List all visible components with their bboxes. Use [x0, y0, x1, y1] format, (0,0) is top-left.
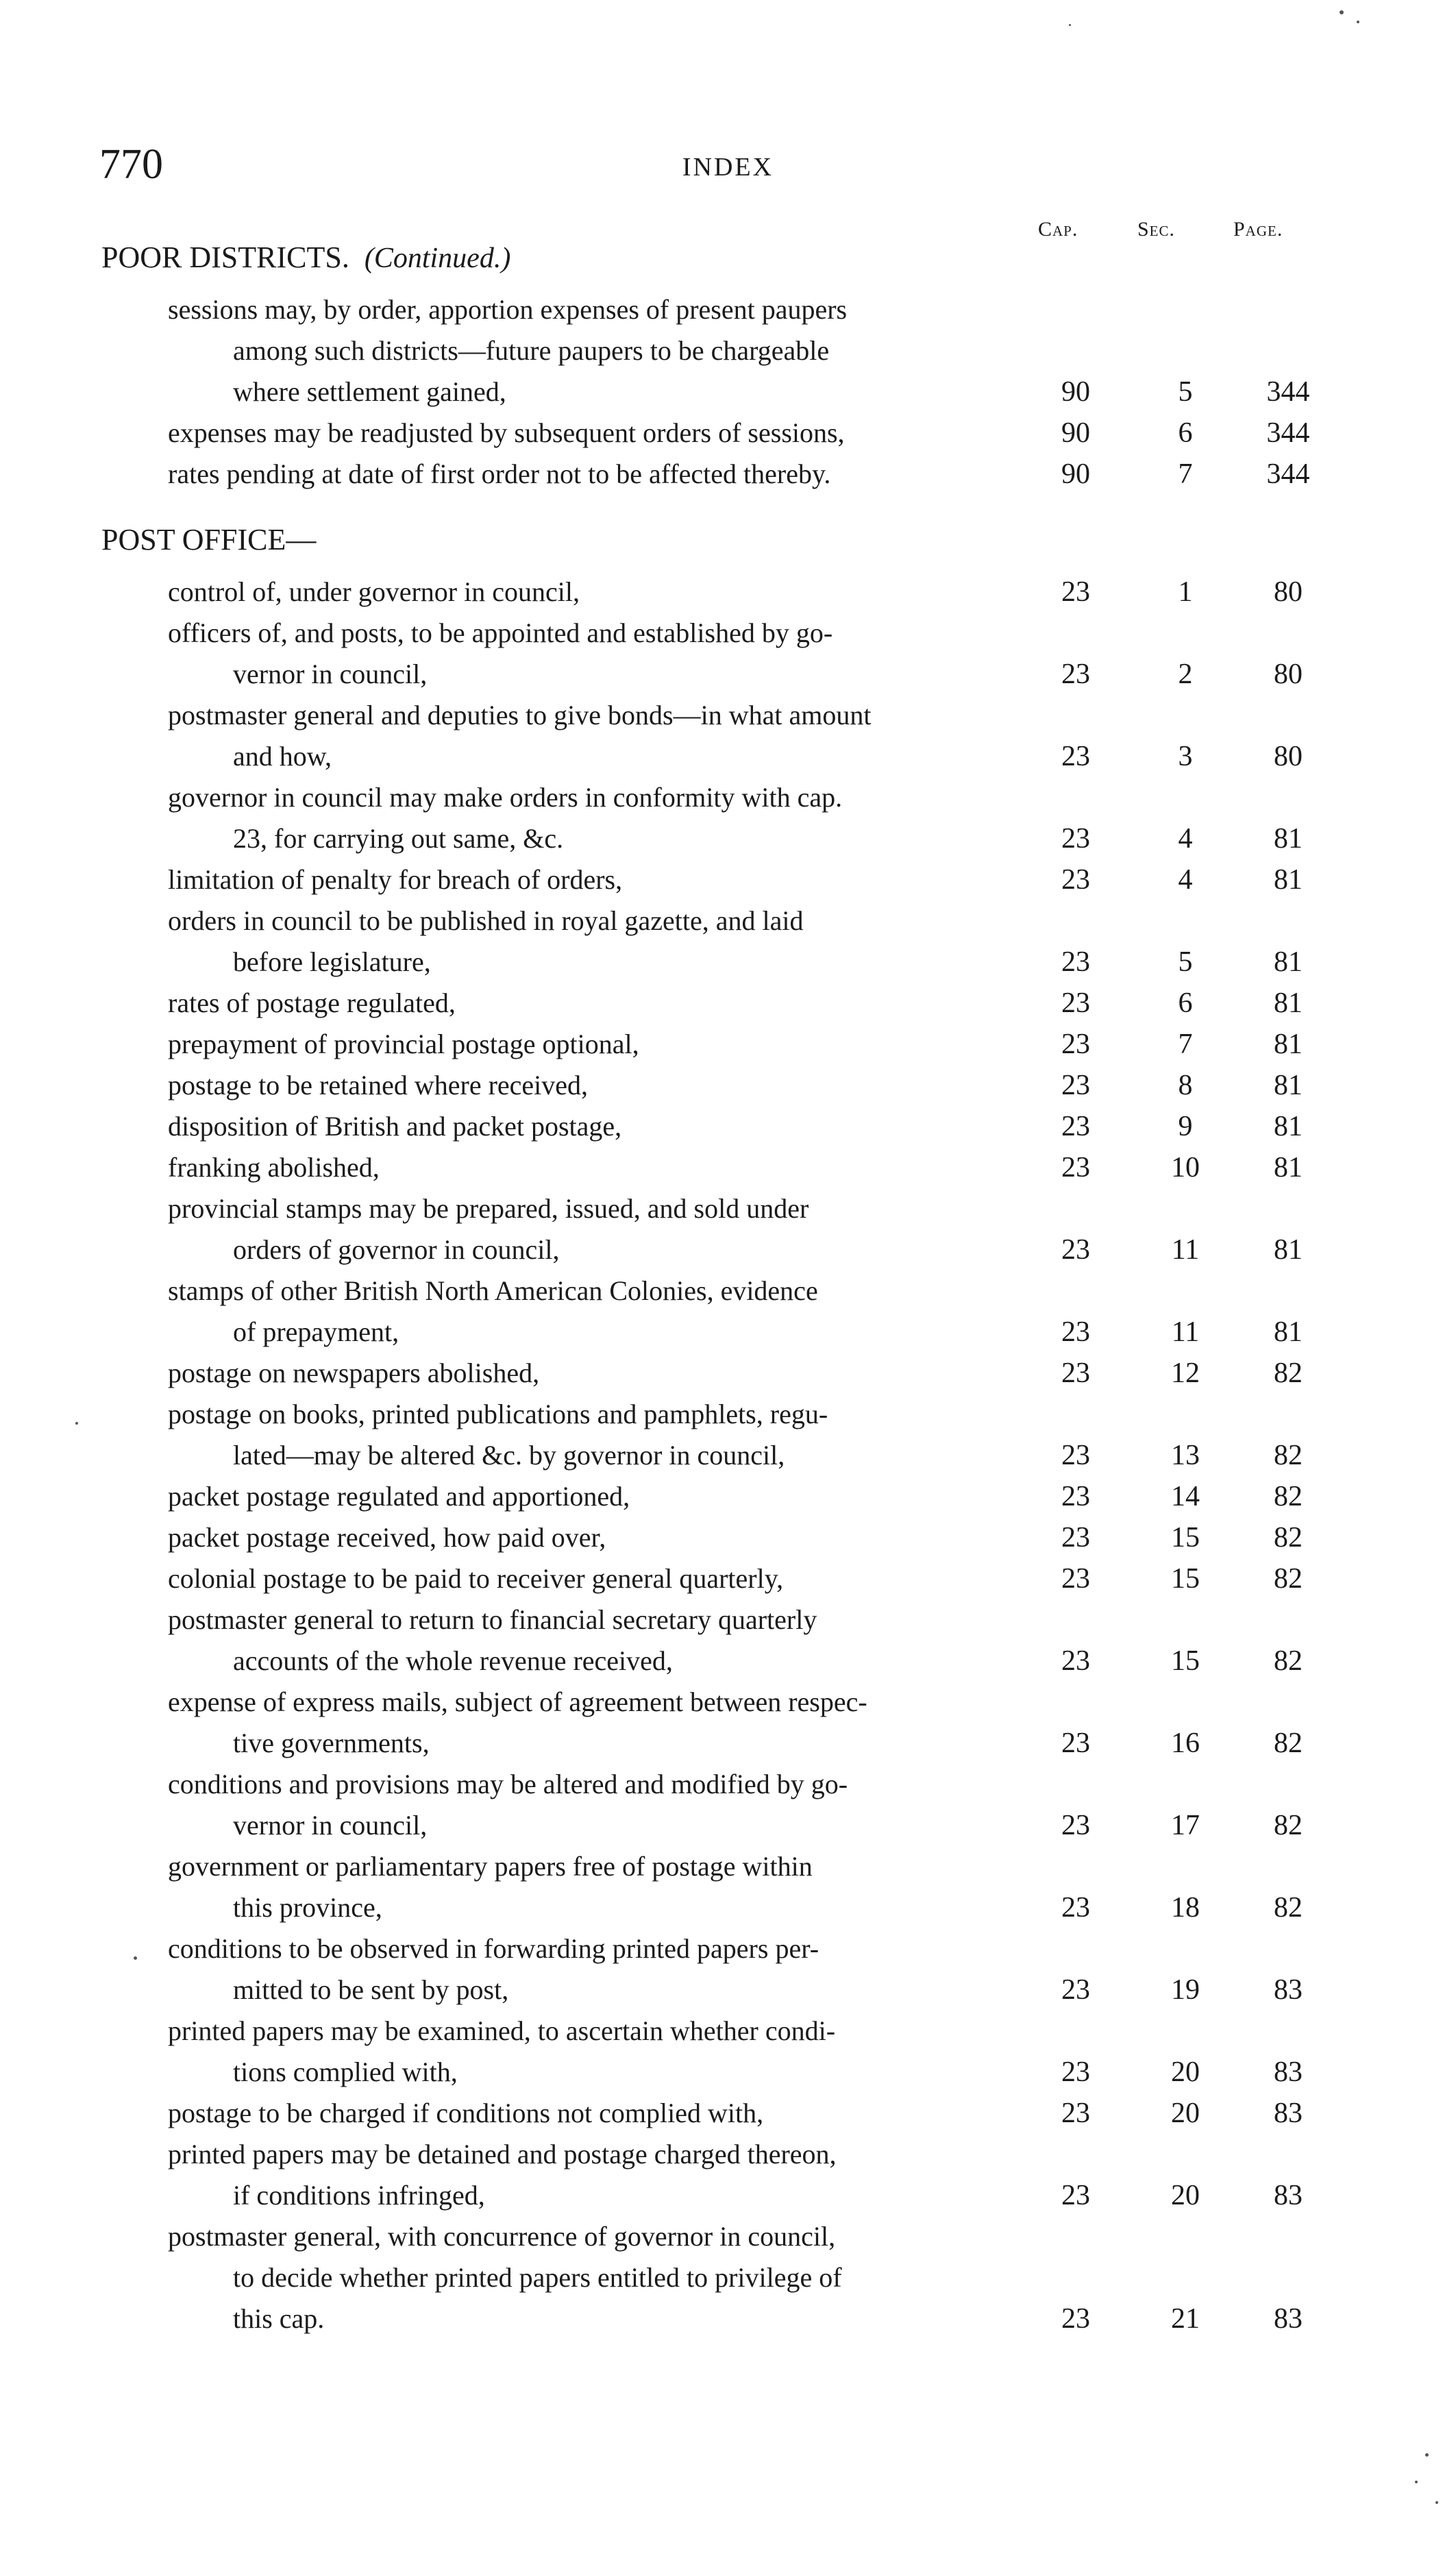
index-entry [0, 2216, 1456, 2339]
entry-line: sessions may, by order, apportion expenses of present paupers [168, 294, 848, 325]
entry-line: stamps of other British North American Colonies, evidence [168, 1275, 818, 1306]
index-entry [0, 1106, 1456, 1147]
entry-line: postmaster general, with concurrence of governor in council, [168, 2221, 836, 2252]
entry-line: packet postage regulated and apportioned, [168, 1481, 630, 1512]
page-value: 81 [1274, 1070, 1303, 1101]
cap-value: 23 [1061, 864, 1090, 896]
section-heading [101, 522, 316, 557]
entry-line: franking abolished, [168, 1152, 380, 1183]
entry-line: lated—may be altered &c. by governor in council, [233, 1440, 785, 1471]
entry-text [168, 1517, 1038, 1558]
scan-speck [1069, 24, 1071, 26]
page-value: 82 [1274, 1645, 1303, 1677]
entry-line: postage to be charged if conditions not complied with, [168, 2098, 764, 2128]
entry-text [168, 413, 1038, 454]
entry-text [168, 1147, 1038, 1188]
cap-value: 90 [1061, 458, 1090, 490]
index-entry [0, 613, 1456, 695]
index-entry [0, 2093, 1456, 2134]
entry-line: among such districts—future paupers to be chargeable [233, 335, 830, 366]
cap-value: 23 [1061, 741, 1090, 772]
cap-value: 23 [1061, 2303, 1090, 2335]
entry-line: mitted to be sent by post, [233, 1974, 509, 2005]
entry-line: government or parliamentary papers free of postage within [168, 1851, 813, 1882]
entry-line: officers of, and posts, to be appointed and established by go- [168, 617, 833, 648]
page-value: 81 [1274, 864, 1303, 896]
page-value: 81 [1274, 1111, 1303, 1142]
scan-speck [134, 1956, 137, 1960]
cap-value: 23 [1061, 1810, 1090, 1841]
entry-text [168, 1846, 1038, 1928]
entry-text [168, 454, 1038, 495]
sec-value: 20 [1171, 2098, 1200, 2129]
index-entry [0, 1353, 1456, 1394]
entry-line: postmaster general to return to financial secretary quarterly [168, 1604, 817, 1635]
page-value: 81 [1274, 987, 1303, 1019]
sec-value: 20 [1171, 2056, 1200, 2088]
index-entry [0, 1558, 1456, 1599]
cap-value: 23 [1061, 1522, 1090, 1553]
scan-speck [1435, 2501, 1438, 2504]
index-entry [0, 983, 1456, 1024]
cap-value: 23 [1061, 1974, 1090, 2006]
entry-line: colonial postage to be paid to receiver general quarterly, [168, 1563, 784, 1594]
page-value: 81 [1274, 1316, 1303, 1348]
entry-line: this province, [233, 1892, 382, 1923]
entry-text [168, 1476, 1038, 1517]
entry-text [168, 1065, 1038, 1106]
page-value: 83 [1274, 2303, 1303, 2335]
cap-value: 23 [1061, 2180, 1090, 2211]
sec-value: 16 [1171, 1728, 1200, 1759]
index-entry [0, 571, 1456, 613]
sec-value: 15 [1171, 1645, 1200, 1677]
entry-line: 23, for carrying out same, &c. [233, 823, 564, 854]
sec-value: 11 [1171, 1316, 1200, 1348]
entry-text [168, 2134, 1038, 2216]
entry-text [168, 1024, 1038, 1065]
page-value: 344 [1266, 417, 1310, 449]
cap-value: 23 [1061, 1070, 1090, 1101]
page-value: 82 [1274, 1892, 1303, 1923]
index-entry [0, 1024, 1456, 1065]
scan-speck [1357, 21, 1359, 23]
entry-line: vernor in council, [233, 659, 428, 689]
sec-value: 17 [1171, 1810, 1200, 1841]
entry-line: printed papers may be detained and postage charged thereon, [168, 2139, 837, 2169]
page-value: 82 [1274, 1728, 1303, 1759]
sec-value: 11 [1171, 1234, 1200, 1266]
index-entry [0, 1599, 1456, 1682]
entry-text [168, 613, 1038, 695]
scan-speck [1415, 2481, 1418, 2483]
index-entry [0, 1764, 1456, 1846]
entry-text [168, 1682, 1038, 1764]
page-number: 770 [99, 141, 163, 188]
page-value: 82 [1274, 1810, 1303, 1841]
entry-line: control of, under governor in council, [168, 576, 580, 607]
entry-text [168, 1353, 1038, 1394]
entry-line: where settlement gained, [233, 376, 506, 407]
entry-text [168, 1558, 1038, 1599]
entry-line: packet postage received, how paid over, [168, 1522, 606, 1553]
page-value: 81 [1274, 1152, 1303, 1183]
entry-line: conditions and provisions may be altered and modified by go- [168, 1769, 848, 1799]
sec-value: 21 [1171, 2303, 1200, 2335]
running-head: INDEX [682, 153, 774, 182]
section-heading [101, 240, 510, 275]
sec-value: 10 [1171, 1152, 1200, 1183]
cap-value: 23 [1061, 1440, 1090, 1471]
cap-value: 23 [1061, 823, 1090, 855]
scan-speck [1340, 10, 1344, 14]
index-entry [0, 1476, 1456, 1517]
scan-speck [1425, 2453, 1429, 2457]
entry-line: accounts of the whole revenue received, [233, 1645, 673, 1676]
entry-line: postage to be retained where received, [168, 1070, 589, 1101]
column-header-sec: Sec. [1137, 218, 1176, 241]
cap-value: 23 [1061, 1728, 1090, 1759]
entry-line: postmaster general and deputies to give bonds—in what amount [168, 700, 872, 730]
sec-value: 15 [1171, 1563, 1200, 1595]
sec-value: 5 [1178, 376, 1193, 408]
entry-text [168, 1270, 1038, 1353]
entry-line: to decide whether printed papers entitled to privilege of [233, 2262, 842, 2293]
index-entry [0, 289, 1456, 413]
entry-text [168, 1394, 1038, 1476]
entry-text [168, 695, 1038, 777]
cap-value: 90 [1061, 417, 1090, 449]
entry-line: conditions to be observed in forwarding printed papers per- [168, 1933, 819, 1964]
entry-line: prepayment of provincial postage optional, [168, 1029, 639, 1059]
entry-text [168, 2093, 1038, 2134]
index-entry [0, 454, 1456, 495]
sec-value: 7 [1178, 1029, 1193, 1060]
entry-text [168, 1928, 1038, 2011]
entry-line: of prepayment, [233, 1316, 399, 1347]
sec-value: 9 [1178, 1111, 1193, 1142]
cap-value: 23 [1061, 2056, 1090, 2088]
cap-value: 23 [1061, 576, 1090, 608]
section-title: POOR DISTRICTS. [101, 241, 349, 274]
page-value: 82 [1274, 1440, 1303, 1471]
entry-line: rates of postage regulated, [168, 987, 456, 1018]
entry-text [168, 289, 1038, 413]
page-value: 80 [1274, 659, 1303, 690]
index-entry [0, 1270, 1456, 1353]
index-entry [0, 859, 1456, 900]
entry-line: orders of governor in council, [233, 1234, 560, 1265]
section-title: POST OFFICE— [101, 523, 317, 556]
page-value: 81 [1274, 1234, 1303, 1266]
index-entry [0, 1846, 1456, 1928]
entry-line: expenses may be readjusted by subsequent orders of sessions, [168, 417, 845, 448]
section-note: (Continued.) [364, 243, 511, 274]
entry-line: rates pending at date of first order not to be affected thereby. [168, 458, 831, 489]
entry-text [168, 2011, 1038, 2093]
index-entry [0, 1928, 1456, 2011]
entry-line: this cap. [233, 2303, 325, 2334]
index-entry [0, 2134, 1456, 2216]
cap-value: 23 [1061, 1029, 1090, 1060]
cap-value: 23 [1061, 1481, 1090, 1512]
page-value: 81 [1274, 823, 1303, 855]
entry-line: governor in council may make orders in conformity with cap. [168, 782, 843, 813]
entry-line: and how, [233, 741, 332, 772]
entry-line: tions complied with, [233, 2056, 458, 2087]
page-value: 80 [1274, 576, 1303, 608]
entry-line: tive governments, [233, 1728, 430, 1758]
sec-value: 20 [1171, 2180, 1200, 2211]
sec-value: 1 [1178, 576, 1193, 608]
index-entry [0, 2011, 1456, 2093]
entry-text [168, 983, 1038, 1024]
sec-value: 12 [1171, 1357, 1200, 1389]
sec-value: 6 [1178, 987, 1193, 1019]
entry-text [168, 859, 1038, 900]
entry-text [168, 1764, 1038, 1846]
page-value: 81 [1274, 946, 1303, 978]
entry-text [168, 900, 1038, 983]
page-value: 82 [1274, 1357, 1303, 1389]
sec-value: 4 [1178, 864, 1193, 896]
entry-text [168, 1188, 1038, 1270]
cap-value: 23 [1061, 1316, 1090, 1348]
index-entry [0, 413, 1456, 454]
sec-value: 18 [1171, 1892, 1200, 1923]
entry-line: orders in council to be published in royal gazette, and laid [168, 905, 804, 936]
page-value: 83 [1274, 2098, 1303, 2129]
cap-value: 23 [1061, 946, 1090, 978]
entry-line: printed papers may be examined, to ascertain whether condi- [168, 2015, 836, 2046]
index-entry [0, 1517, 1456, 1558]
cap-value: 23 [1061, 1645, 1090, 1677]
sec-value: 13 [1171, 1440, 1200, 1471]
index-entry [0, 1065, 1456, 1106]
index-entry [0, 1682, 1456, 1764]
page-value: 80 [1274, 741, 1303, 772]
entry-line: expense of express mails, subject of agreement between respec- [168, 1686, 867, 1717]
cap-value: 90 [1061, 376, 1090, 408]
page-value: 82 [1274, 1481, 1303, 1512]
sec-value: 2 [1178, 659, 1193, 690]
entry-text [168, 777, 1038, 859]
index-entry [0, 900, 1456, 983]
entry-line: vernor in council, [233, 1810, 428, 1841]
cap-value: 23 [1061, 1357, 1090, 1389]
cap-value: 23 [1061, 1152, 1090, 1183]
cap-value: 23 [1061, 1111, 1090, 1142]
page-value: 82 [1274, 1563, 1303, 1595]
sec-value: 7 [1178, 458, 1193, 490]
column-header-page: Page. [1233, 218, 1283, 241]
sec-value: 19 [1171, 1974, 1200, 2006]
entry-line: limitation of penalty for breach of orders, [168, 864, 623, 895]
sec-value: 3 [1178, 741, 1193, 772]
cap-value: 23 [1061, 659, 1090, 690]
entry-line: disposition of British and packet postage, [168, 1111, 622, 1142]
entry-line: before legislature, [233, 946, 431, 977]
page-value: 83 [1274, 1974, 1303, 2006]
entry-text [168, 571, 1038, 613]
sec-value: 15 [1171, 1522, 1200, 1553]
entry-line: if conditions infringed, [233, 2180, 485, 2211]
entry-line: provincial stamps may be prepared, issued, and sold under [168, 1193, 809, 1224]
cap-value: 23 [1061, 1234, 1090, 1266]
index-entry [0, 1188, 1456, 1270]
index-entry [0, 1394, 1456, 1476]
page-value: 81 [1274, 1029, 1303, 1060]
entry-text [168, 1599, 1038, 1682]
sec-value: 5 [1178, 946, 1193, 978]
sec-value: 6 [1178, 417, 1193, 449]
index-entry [0, 1147, 1456, 1188]
sec-value: 14 [1171, 1481, 1200, 1512]
sec-value: 8 [1178, 1070, 1193, 1101]
cap-value: 23 [1061, 1892, 1090, 1923]
cap-value: 23 [1061, 987, 1090, 1019]
page-value: 344 [1266, 376, 1310, 408]
index-entry [0, 695, 1456, 777]
page-value: 344 [1266, 458, 1310, 490]
scan-speck [75, 1422, 78, 1425]
page-value: 82 [1274, 1522, 1303, 1553]
cap-value: 23 [1061, 2098, 1090, 2129]
page-value: 83 [1274, 2056, 1303, 2088]
sec-value: 4 [1178, 823, 1193, 855]
cap-value: 23 [1061, 1563, 1090, 1595]
index-entry [0, 777, 1456, 859]
column-header-cap: Cap. [1038, 218, 1078, 241]
entry-text [168, 1106, 1038, 1147]
entry-line: postage on books, printed publications and pamphlets, regu- [168, 1399, 828, 1429]
entry-text [168, 2216, 1038, 2339]
entry-line: postage on newspapers abolished, [168, 1357, 540, 1388]
page-value: 83 [1274, 2180, 1303, 2211]
